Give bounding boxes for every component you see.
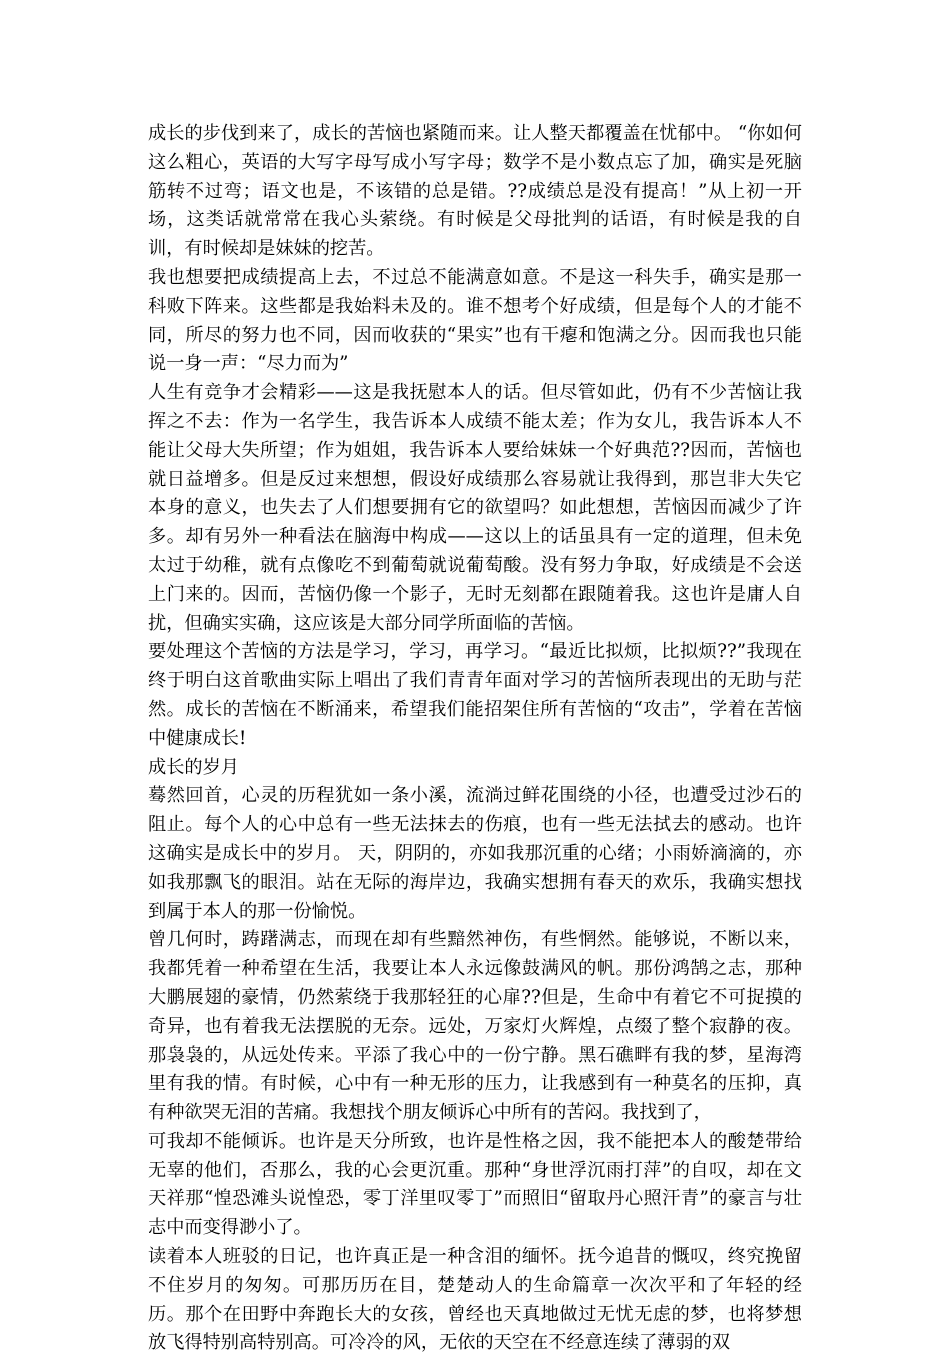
paragraph: 蓦然回首，心灵的历程犹如一条小溪，流淌过鲜花围绕的小径，也遭受过沙石的阻止。每个人的心中总有一些无法抹去的伤痕，也有一些无法拭去的感动。也许这确实是成长中的岁月。 天，阴阴的，亦如我那沉重的心绪；小雨娇滴滴的，亦如我那飘飞的眼泪。站在无际的海岸边，我确实想拥有春天的欢乐，我确实想找到属于本人的那一份愉悦。: [148, 785, 802, 922]
paragraph: 人生有竞争才会精彩——这是我抚慰本人的话。但尽管如此，仍有不少苦恼让我挥之不去：作为一名学生，我告诉本人成绩不能太差；作为女儿，我告诉本人不能让父母大失所望；作为姐姐，我告诉本人要给妹妹一个好典范??因而，苦恼也就日益增多。但是反过来想想，假设好成绩那么容易就让我得到，那岂非大失它本身的意义，也失去了人们想要拥有它的欲望吗？如此想想，苦恼因而减少了许多。却有另外一种看法在脑海中构成——这以上的话虽具有一定的道理，但未免太过于幼稚，就有点像吃不到葡萄就说葡萄酸。没有努力争取，好成绩是不会送上门来的。因而，苦恼仍像一个影子，无时无刻都在跟随着我。这也许是庸人自扰，但确实实确，这应该是大部分同学所面临的苦恼。: [148, 382, 802, 634]
paragraph: 我也想要把成绩提高上去，不过总不能满意如意。不是这一科失手，确实是那一科败下阵来。这些都是我始料未及的。谁不想考个好成绩，但是每个人的才能不同，所尽的努力也不同，因而收获的“果实”也有干瘪和饱满之分。因而我也只能说一身一声：“尽力而为”: [148, 266, 802, 375]
paragraph: 要处理这个苦恼的方法是学习，学习，再学习。“最近比拟烦，比拟烦??”我现在终于明白这首歌曲实际上唱出了我们青青年面对学习的苦恼所表现出的无助与茫然。成长的苦恼在不断涌来，希望我们能招架住所有苦恼的“攻击”，学着在苦恼中健康成长!: [148, 641, 802, 749]
document-body: [148, 120, 802, 1358]
paragraph: 曾几何时，踌躇满志，而现在却有些黯然神伤，有些惘然。能够说，不断以来，我都凭着一种希望在生活，我要让本人永远像鼓满风的帆。那份鸿鹄之志，那种大鹏展翅的豪情，仍然萦绕于我那轻狂的心扉??但是，生命中有着它不可捉摸的奇异，也有着我无法摆脱的无奈。远处，万家灯火辉煌，点缀了整个寂静的夜。那袅袅的，从远处传来。平添了我心中的一份宁静。黑石礁畔有我的梦，星海湾里有我的情。有时候，心中有一种无形的压力，让我感到有一种莫名的压抑，真有种欲哭无泪的苦痛。我想找个朋友倾诉心中所有的苦闷。我找到了，: [148, 929, 802, 1124]
paragraph: 读着本人班驳的日记，也许真正是一种含泪的缅怀。抚今追昔的慨叹，终究挽留不住岁月的匆匆。可那历历在目，楚楚动人的生命篇章一次次平和了年轻的经历。那个在田野中奔跑长大的女孩，曾经也天真地做过无忧无虑的梦，也将梦想放飞得特别高特别高。可冷冷的风，无依的天空在不经意连续了薄弱的双: [148, 1246, 802, 1354]
paragraph: 成长的步伐到来了，成长的苦恼也紧随而来。让人整天都覆盖在忧郁中。 “你如何这么粗心，英语的大写字母写成小写字母；数学不是小数点忘了加，确实是死脑筋转不过弯；语文也是，不该错的总是错。??成绩总是没有提高！”从上初一开场，这类话就常常在我心头萦绕。有时候是父母批判的话语，有时候是我的自训，有时候却是妹妹的挖苦。: [148, 123, 802, 260]
section-title: 成长的岁月: [148, 756, 239, 778]
paragraph: 可我却不能倾诉。也许是天分所致，也许是性格之因，我不能把本人的酸楚带给无辜的他们，否那么，我的心会更沉重。那种“身世浮沉雨打萍”的自叹，却在文天祥那“惶恐滩头说惶恐，零丁洋里叹零丁”而照旧“留取丹心照汗青”的豪言与壮志中而变得渺小了。: [148, 1130, 802, 1239]
